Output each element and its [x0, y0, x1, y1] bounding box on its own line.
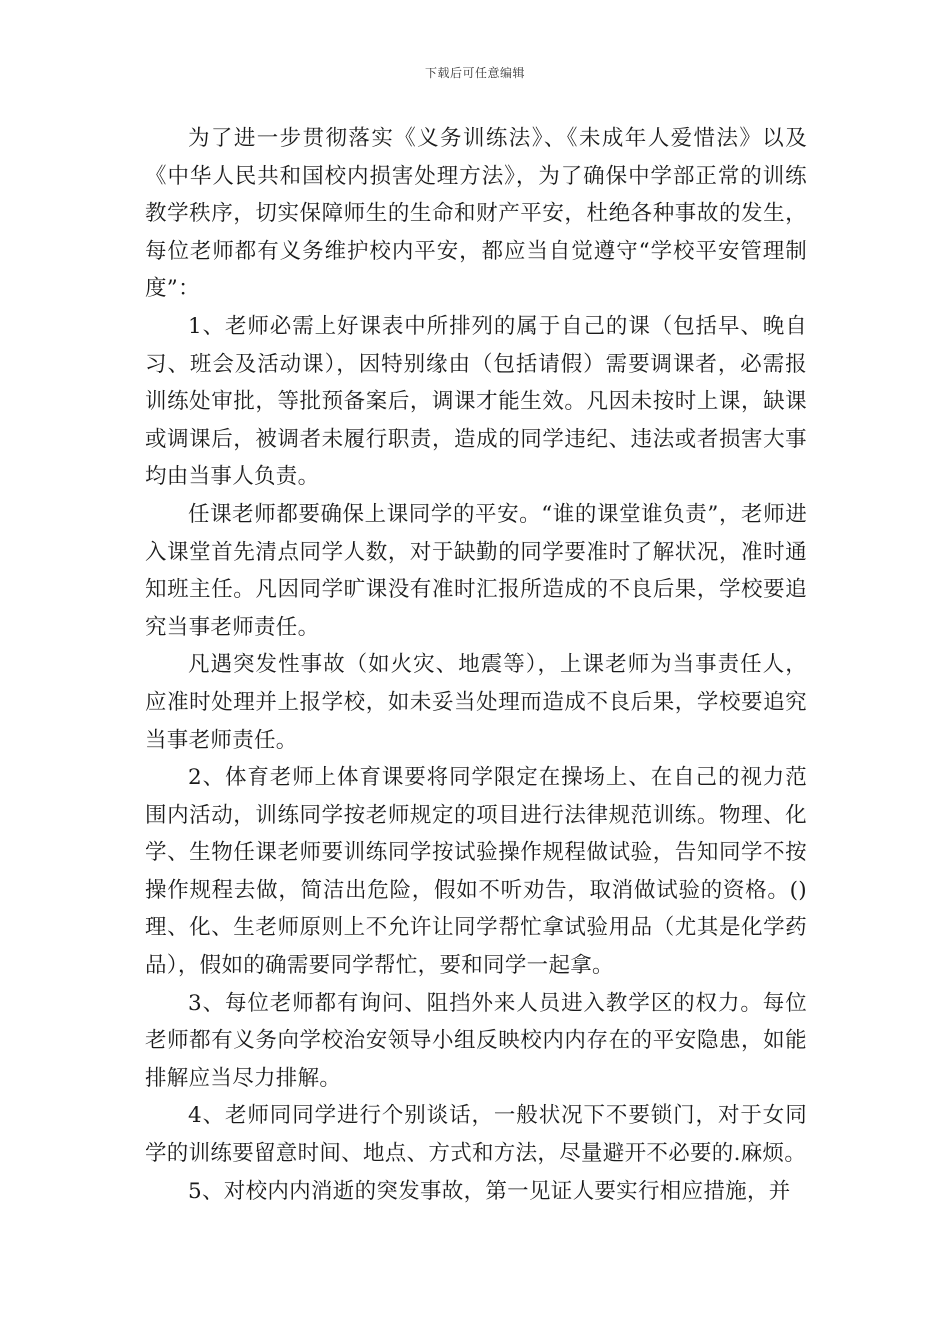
paragraph-rule-4: 4、老师同同学进行个别谈话，一般状况下不要锁门，对于女同学的训练要留意时间、地点、方式和方法，尽量避开不必要的.麻烦。 — [145, 1103, 807, 1167]
paragraph-intro: 为了进一步贯彻落实《义务训练法》、《未成年人爱惜法》以及《中华人民共和国校内损害处理方法》，为了确保中学部正常的训练教学秩序，切实保障师生的生命和财产平安，杜绝各种事故的发生，每位老师都有义务维护校内平安，都应当自觉遵守“学校平安管理制度”： — [145, 126, 807, 302]
paragraph-rule-5: 5、对校内内消逝的突发事故，第一见证人要实行相应措施，并 — [188, 1178, 791, 1204]
paragraph-rule-1-emergency: 凡遇突发性事故（如火灾、地震等），上课老师为当事责任人，应准时处理并上报学校，如未妥当处理而造成不良后果，学校要追究当事老师责任。 — [145, 652, 807, 753]
paragraph-rule-2: 2、体育老师上体育课要将同学限定在操场上、在自己的视力范围内活动，训练同学按老师规定的项目进行法律规范训练。物理、化学、生物任课老师要训练同学按试验操作规程做试验，告知同学不按操作规程去做，简洁出危险，假如不听劝告，取消做试验的资格。()理、化、生老师原则上不允许让同学帮忙拿试验用品（尤其是化学药品），假如的确需要同学帮忙，要和同学一起拿。 — [145, 765, 807, 979]
paragraph-rule-1-safety: 任课老师都要确保上课同学的平安。“谁的课堂谁负责”，老师进入课堂首先清点同学人数，对于缺勤的同学要准时了解状况，准时通知班主任。凡因同学旷课没有准时汇报所造成的不良后果，学校要追究当事老师责任。 — [145, 501, 807, 640]
page-header-note: 下载后可任意编辑 — [424, 66, 525, 80]
document-body — [145, 120, 807, 1210]
paragraph-rule-3: 3、每位老师都有询问、阻挡外来人员进入教学区的权力。每位老师都有义务向学校治安领导小组反映校内内存在的平安隐患，如能排解应当尽力排解。 — [145, 990, 807, 1091]
paragraph-rule-1: 1、老师必需上好课表中所排列的属于自己的课（包括早、晚自习、班会及活动课），因特别缘由（包括请假）需要调课者，必需报训练处审批，等批预备案后，调课才能生效。凡因未按时上课，缺课或调课后，被调者未履行职责，造成的同学违纪、违法或者损害大事均由当事人负责。 — [145, 313, 807, 490]
